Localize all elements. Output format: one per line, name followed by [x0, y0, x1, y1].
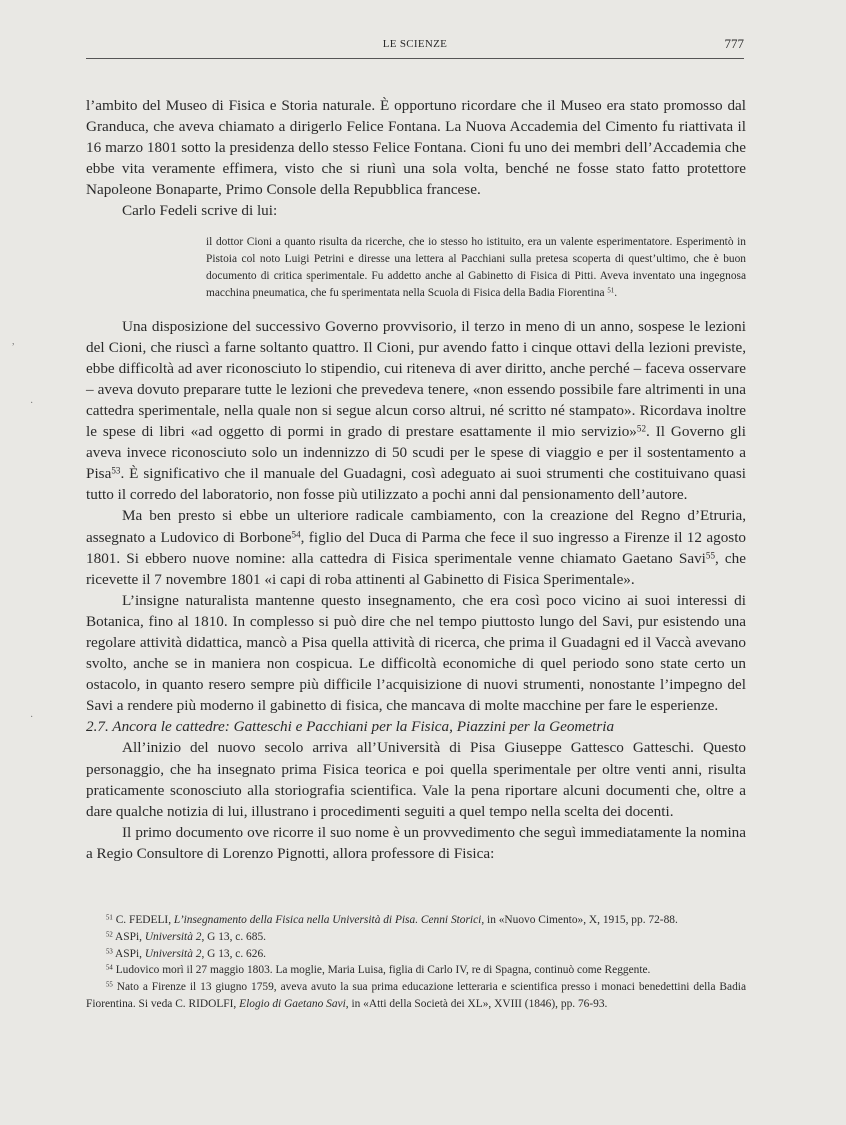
paragraph: Il primo documento ove ricorre il suo nome è un provvedimento che seguì immediatamente la nomina a Regio Consultore di Lorenzo Pignotti, allora professore di Fisica: [86, 823, 746, 862]
paragraph: All’inizio del nuovo secolo arriva all’Università di Pisa Giuseppe Gattesco Gatteschi. Questo personaggio, che ha insegnato prima Fisica teorica e poi quella sperimentale per oltre venti anni, risulta praticamente sconosciuto alla storiografia scientifica. Vale la pena riportare alcuni documenti che, oltre a dare qualche notizia di lui, illustrano i procedimenti seguiti a quel tempo nella scelta dei docenti. [86, 739, 746, 820]
margin-mark: · [30, 398, 34, 409]
main-text [86, 95, 746, 864]
margin-mark: , [12, 336, 15, 347]
page-header [86, 36, 744, 59]
paragraph: Una disposizione del successivo Governo provvisorio, il terzo in meno di un anno, sospese le lezioni del Cioni, che riuscì a farne soltanto quattro. Il Cioni, pur avendo fatto i cinque ottavi della lezioni previste, ebbe difficoltà ad aver riconosciuto lo stipendio, cui riteneva di aver diritto, anche perché – faceva osservare – aveva dovuto preparare tutte le lezioni che prevedeva tenere, «non essendo possibile fare altrimenti in una cattedra sperimentale, nella quale non si segue alcun corso altrui, né scritto né stampato». Ricordava inoltre le spese di libri «ad oggetto di pormi in grado di prestare esattamente il mio servizio»$^{52}$. Il Governo gli aveva invece riconosciuto solo un indennizzo di 50 scudi per le spese di viaggio e per il sostentamento a Pisa$^{53}$. È significativo che il manuale del Guadagni, così adeguato ai suoi strumenti che costituivano quasi tutto il corredo del laboratorio, non fosse più utilizzato a pochi anni dal pensionamento dell’autore. [86, 317, 746, 504]
running-head: LE SCIENZE [382, 38, 448, 50]
footnote-ref: 53 [111, 465, 121, 476]
paragraph: Ma ben presto si ebbe un ulteriore radicale cambiamento, con la creazione del Regno d’Etruria, assegnato a Ludovico di Borbone$^{54}$, figlio del Duca di Parma che fece il suo ingresso a Firenze il 12 agosto 1801. Si ebbero nuove nomine: alla cattedra di Fisica sperimentale venne chiamato Gaetano Savi$^{55}$, che ricevette il 7 novembre 1801 «i capi di roba attinenti al Gabinetto di Fisica Sperimentale». [86, 507, 747, 588]
margin-mark: · [30, 712, 34, 723]
footnote-ref: 54 [291, 528, 301, 539]
footnote-ref: 52 [636, 423, 647, 434]
section-heading: 2.7. Ancora le cattedre: Gatteschi e Pacchiani per la Fisica, Piazzini per la Geometria [86, 718, 615, 736]
footnote: $^{55}$ Nato a Firenze il 13 giugno 1759, aveva avuto la sua prima educazione letteraria e scientifica presso i monaci benedettini della Badia Fiorentina. Si veda C. RIDOLFI, Elogio di Gaetano Savi, in «Atti della Società dei XL», XVIII (1846), pp. 76-93. [86, 981, 747, 1010]
page-number: 777 [724, 36, 744, 51]
paragraph: l’ambito del Museo di Fisica e Storia naturale. È opportuno ricordare che il Museo era stato promosso dal Granduca, che aveva chiamato a dirigerlo Felice Fontana. La Nuova Accademia del Cimento fu riattivata il 16 marzo 1801 sotto la presidenza dello stesso Felice Fontana. Cioni fu uno dei membri dell’Accademia che ebbe vita veramente effimera, visto che si riunì una sola volta, benché ne fosse stato fatto protettore Napoleone Bonaparte, Primo Console della Repubblica francese. [86, 97, 746, 199]
footnote: $^{52}$ ASPi, Università 2, G 13, c. 685. [106, 930, 266, 943]
paragraph: Carlo Fedeli scrive di lui: [122, 202, 278, 220]
quote-text: il dottor Cioni a quanto risulta da ricerche, che io stesso ho istituito, era un valente esperimentatore. Esperimentò in Pistoia col noto Luigi Petrini e diresse una lettera al Pacchiani sulla pretesa scoperta di quest’ultimo, che è buon documento di critica sperimentale. Fu addetto anche al Gabinetto di Fisica di Pitti. Aveva inventato una ingegnosa macchina pneumatica, che fu sperimentata nella Scuola di Fisica della Badia Fiorentina [206, 235, 746, 299]
footnote-ref: 55 [705, 550, 715, 561]
block-quote: il dottor Cioni a quanto risulta da ricerche, che io stesso ho istituito, era un valente esperimentatore. Esperimentò in Pistoia col noto Luigi Petrini e diresse una lettera al Pacchiani sulla pretesa scoperta di quest’ultimo, che è buon documento di critica sperimentale. Fu addetto anche al Gabinetto di Fisica di Pitti. Aveva inventato una ingegnosa macchina pneumatica, che fu sperimentata nella Scuola di Fisica della Badia Fiorentina $^{51}$. [206, 235, 746, 299]
paragraph: L’insigne naturalista mantenne questo insegnamento, che era così poco vicino ai suoi interessi di Botanica, fino al 1810. In complesso si può dire che nel tempo piuttosto lungo del Savi, pur esistendo una regolare attività didattica, mancò a Pisa quella attività di ricerca, che prima il Guadagni ed il Vaccà avevano svolto, anche se in maniera non cospicua. Le difficoltà economiche di quel periodo sono state certo un ostacolo, in quanto resero sempre più difficile l’acquisizione di nuovi strumenti, nonostante l’impegno del Savi a rendere più moderno il gabinetto di fisica, che mancava di molte macchine per fare le esperienze. [86, 591, 746, 715]
footnote: $^{51}$ C. FEDELI, L’insegnamento della Fisica nella Università di Pisa. Cenni Storici, in «Nuovo Cimento», X, 1915, pp. 72-88. [106, 914, 678, 926]
footnote-ref: 51 [607, 287, 615, 295]
footnotes [86, 912, 746, 1013]
footnote: $^{53}$ ASPi, Università 2, G 13, c. 626. [106, 947, 266, 960]
footnote: $^{54}$ Ludovico morì il 27 maggio 1803. La moglie, Maria Luisa, figlia di Carlo IV, re di Spagna, continuò come Reggente. [106, 964, 651, 977]
